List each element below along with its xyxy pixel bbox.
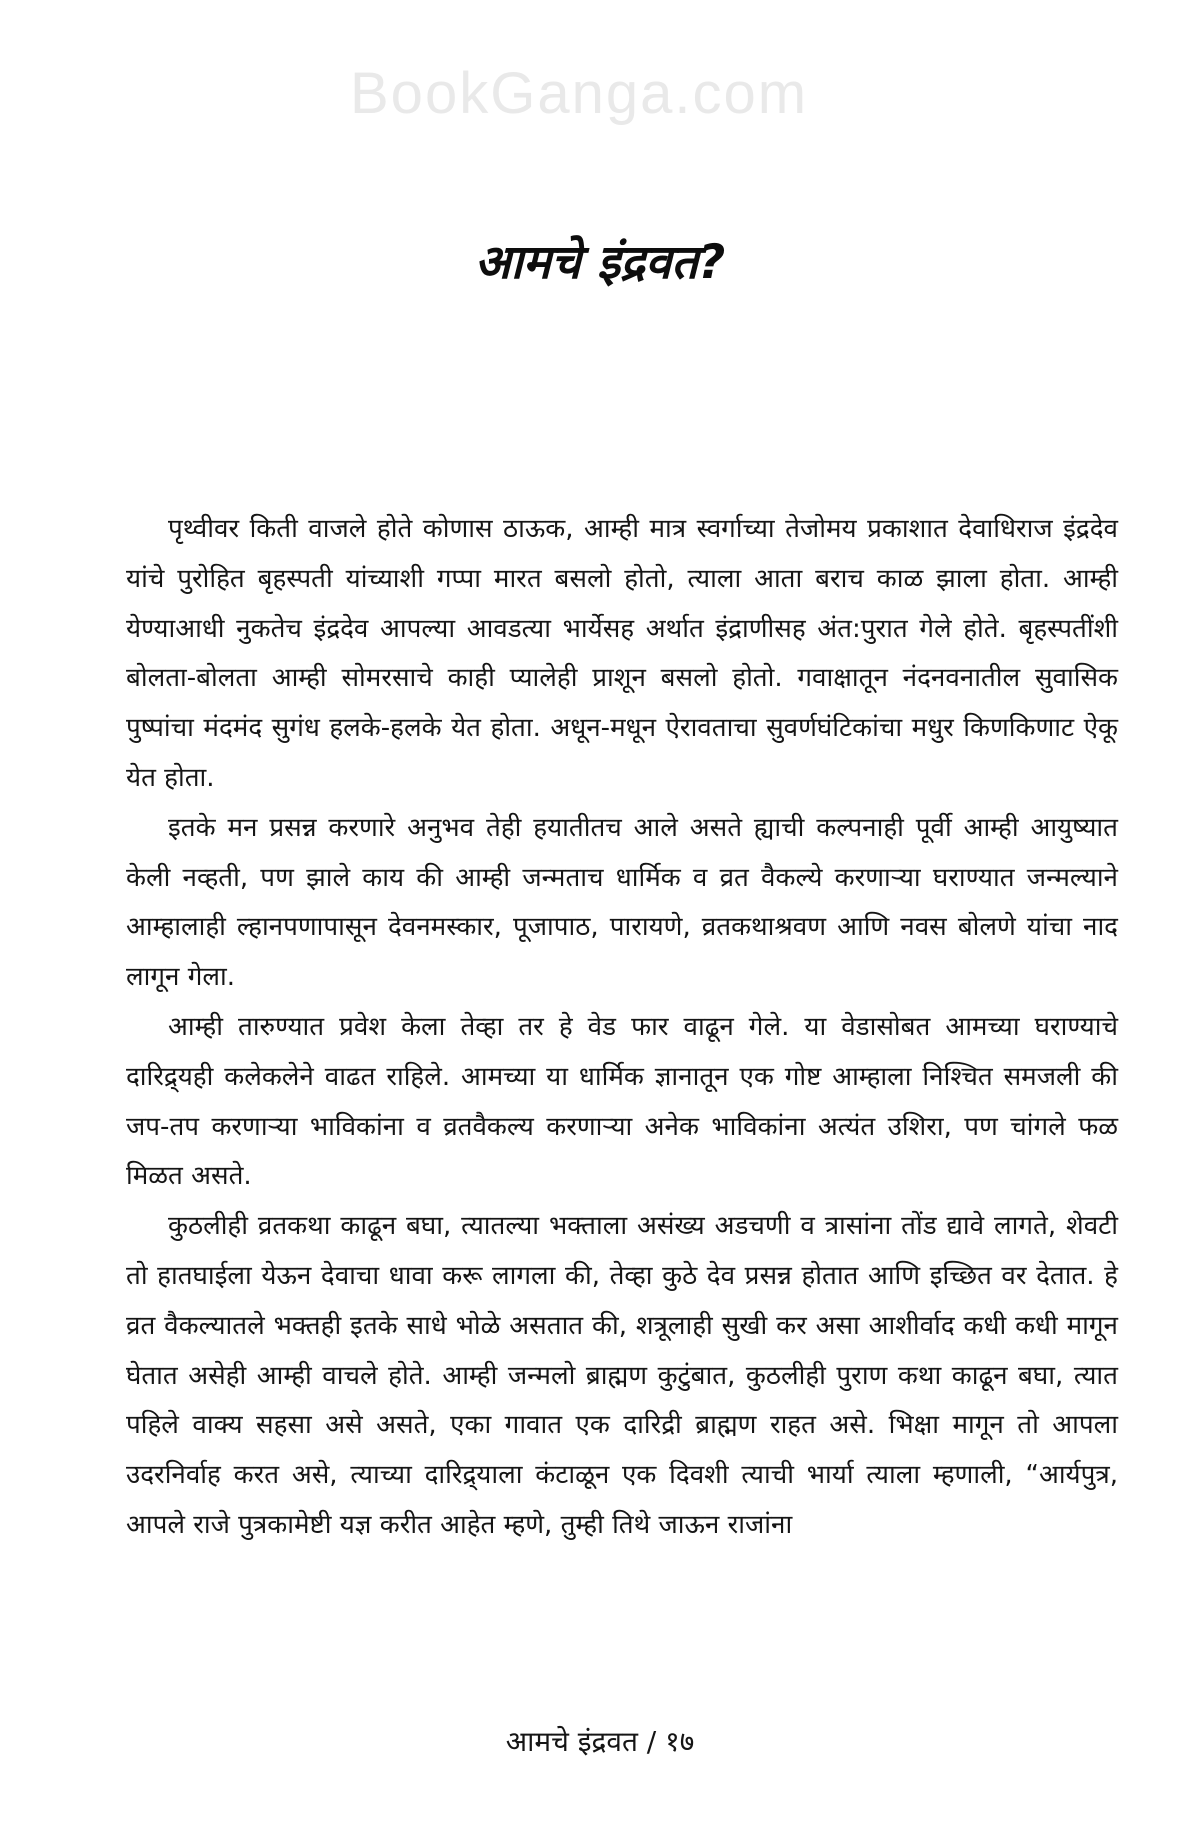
chapter-body <box>126 505 1118 1551</box>
paragraph-2: इतके मन प्रसन्न करणारे अनुभव तेही हयातीतच आले असते ह्याची कल्पनाही पूर्वी आम्ही आयुष्यात केली नव्हती, पण झाले काय की आम्ही जन्मताच धार्मिक व व्रत वैकल्ये करणाऱ्या घराण्यात जन्मल्याने आम्हालाही ल्हानपणापासून देवनमस्कार, पूजापाठ, पारायणे, व्रतकथाश्रवण आणि नवस बोलणे यांचा नाद लागून गेला. <box>126 812 1118 993</box>
page-footer: आमचे इंद्रवत / १७ <box>505 1725 695 1758</box>
paragraph-3: आम्ही तारुण्यात प्रवेश केला तेव्हा तर हे वेड फार वाढून गेले. या वेडासोबत आमच्या घराण्याचे दारिद्र्यही कलेकलेने वाढत राहिले. आमच्या या धार्मिक ज्ञानातून एक गोष्ट आम्हाला निश्चित समजली की जप-तप करणाऱ्या भाविकांना व व्रतवैकल्य करणाऱ्या अनेक भाविकांना अत्यंत उशिरा, पण चांगले फळ मिळत असते. <box>126 1011 1118 1192</box>
paragraph-4: कुठलीही व्रतकथा काढून बघा, त्यातल्या भक्ताला असंख्य अडचणी व त्रासांना तोंड द्यावे लागते, शेवटी तो हातघाईला येऊन देवाचा धावा करू लागला की, तेव्हा कुठे देव प्रसन्न होतात आणि इच्छित वर देतात. हे व्रत वैकल्यातले भक्तही इतके साधे भोळे असतात की, शत्रूलाही सुखी कर असा आशीर्वाद कधी कधी मागून घेतात असेही आम्ही वाचले होते. आम्ही जन्मलो ब्राह्मण कुटुंबात, कुठलीही पुराण कथा काढून बघा, त्यात पहिले वाक्य सहसा असे असते, एका गावात एक दारिद्री ब्राह्मण राहत असे. भिक्षा मागून तो आपला उदरनिर्वाह करत असे, त्याच्या दारिद्र्याला कंटाळून एक दिवशी त्याची भार्या त्याला म्हणाली, “आर्यपुत्र, आपले राजे पुत्रकामेष्टी यज्ञ करीत आहेत म्हणे, तुम्ही तिथे जाऊन राजांना <box>126 1211 1118 1540</box>
chapter-title: आमचे इंद्रवत? <box>474 235 726 290</box>
paragraph-1: पृथ्वीवर किती वाजले होते कोणास ठाऊक, आम्ही मात्र स्वर्गाच्या तेजोमय प्रकाशात देवाधिराज इंद्रदेव यांचे पुरोहित बृहस्पती यांच्याशी गप्पा मारत बसलो होतो, त्याला आता बराच काळ झाला होता. आम्ही येण्याआधी नुकतेच इंद्रदेव आपल्या आवडत्या भार्येसह अर्थात इंद्राणीसह अंत:पुरात गेले होते. बृहस्पतींशी बोलता-बोलता आम्ही सोमरसाचे काही प्यालेही प्राशून बसलो होतो. गवाक्षातून नंदनवनातील सुवासिक पुष्पांचा मंदमंद सुगंध हलके-हलके येत होता. अधून-मधून ऐरावताचा सुवर्णघंटिकांचा मधुर किणकिणाट ऐकू येत होता. <box>126 514 1118 793</box>
watermark: BookGanga.com <box>350 61 809 126</box>
